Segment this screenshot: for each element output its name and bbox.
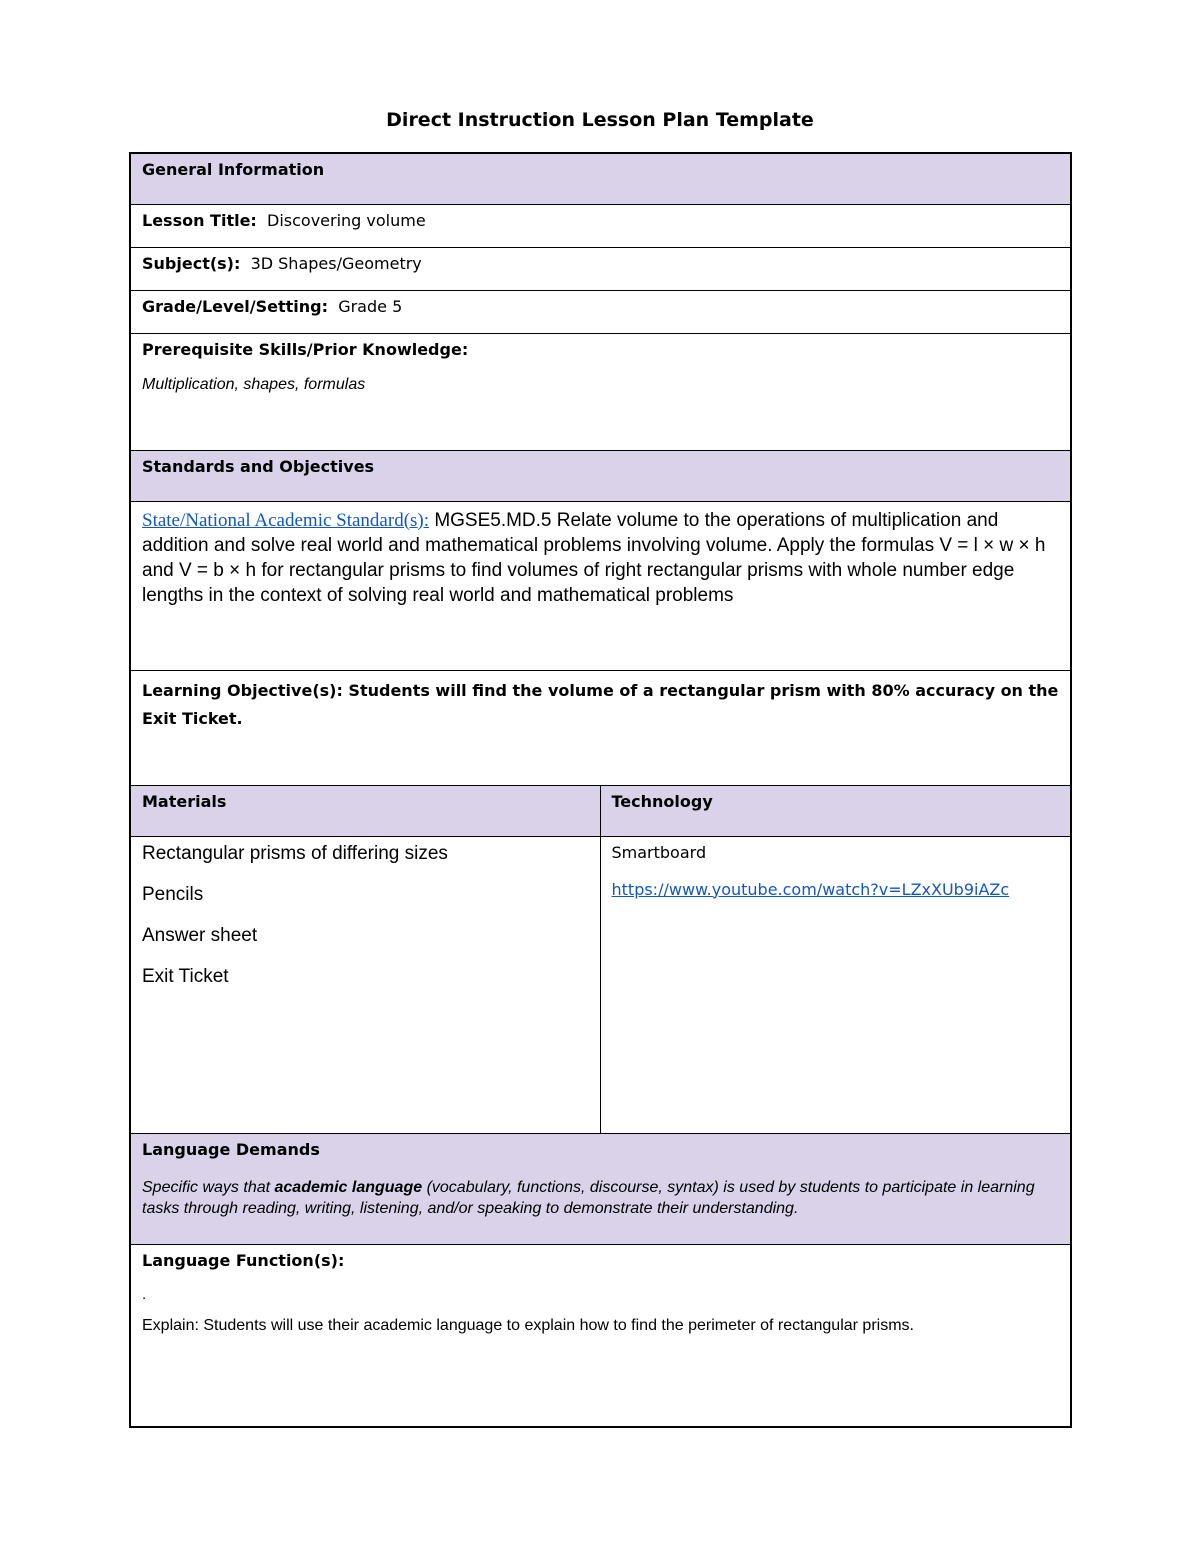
subjects-value: 3D Shapes/Geometry	[250, 253, 422, 273]
language-demands-description	[142, 1177, 1059, 1219]
standards-row	[130, 501, 1071, 670]
material-item: Exit Ticket	[142, 965, 229, 987]
language-demands-section	[130, 1133, 1071, 1244]
document-title: Direct Instruction Lesson Plan Template	[386, 109, 814, 131]
technology-item: Smartboard	[611, 842, 707, 862]
material-item: Pencils	[142, 883, 204, 905]
standard-text: MGSE5.MD.5 Relate volume to the operations of multiplication and addition and solve real world and mathematical problems involving volume. Apply the formulas V = l × w × h and V = b × h for rectangular prisms to find volumes of right rectangular prisms with whole number edge lengths in the context of solving real world and mathematical problems	[142, 509, 1046, 606]
language-function-row	[130, 1244, 1071, 1427]
lesson-title-row	[130, 204, 1071, 247]
prerequisite-value: Multiplication, shapes, formulas	[142, 375, 366, 393]
material-item: Answer sheet	[142, 924, 258, 946]
lesson-title-value: Discovering volume	[267, 210, 426, 230]
grade-label: Grade/Level/Setting:	[142, 296, 329, 316]
language-function-explain: Explain: Students will use their academic language to explain how to find the perimeter of rectangular prisms.	[142, 1316, 914, 1334]
technology-list	[600, 836, 1071, 1133]
description-lead: Specific ways that	[142, 1178, 275, 1196]
general-information-heading: General Information	[130, 153, 1071, 204]
standard-link[interactable]: State/National Academic Standard(s):	[142, 509, 430, 531]
subjects-row	[130, 247, 1071, 290]
grade-value: Grade 5	[338, 296, 403, 316]
learning-objective-row	[130, 670, 1071, 785]
standards-objectives-heading: Standards and Objectives	[130, 450, 1071, 501]
language-function-dot: .	[142, 1285, 147, 1303]
materials-list	[130, 836, 600, 1133]
prerequisite-label: Prerequisite Skills/Prior Knowledge:	[142, 339, 469, 359]
language-function-label: Language Function(s):	[142, 1250, 345, 1270]
technology-heading: Technology	[600, 785, 1071, 836]
lesson-title-label: Lesson Title:	[142, 210, 257, 230]
language-demands-heading: Language Demands	[142, 1139, 320, 1159]
description-rest: (vocabulary, functions, discourse, syntax) is used by students to participate in learning tasks through reading, writing, listening, and/or speaking to demonstrate their understanding.	[142, 1178, 1035, 1217]
material-item: Rectangular prisms of differing sizes	[142, 842, 448, 864]
subjects-label: Subject(s):	[142, 253, 241, 273]
lesson-plan-table	[129, 152, 1072, 1428]
materials-heading: Materials	[130, 785, 600, 836]
standard-paragraph	[142, 508, 1059, 608]
youtube-link[interactable]: https://www.youtube.com/watch?v=LZxXUb9iAZc	[611, 879, 1010, 899]
learning-objective-text: Learning Objective(s): Students will find the volume of a rectangular prism with 80% accuracy on the Exit Ticket.	[142, 680, 1059, 728]
grade-row	[130, 290, 1071, 333]
description-bold-term: academic language	[274, 1178, 423, 1196]
prerequisite-row	[130, 333, 1071, 450]
